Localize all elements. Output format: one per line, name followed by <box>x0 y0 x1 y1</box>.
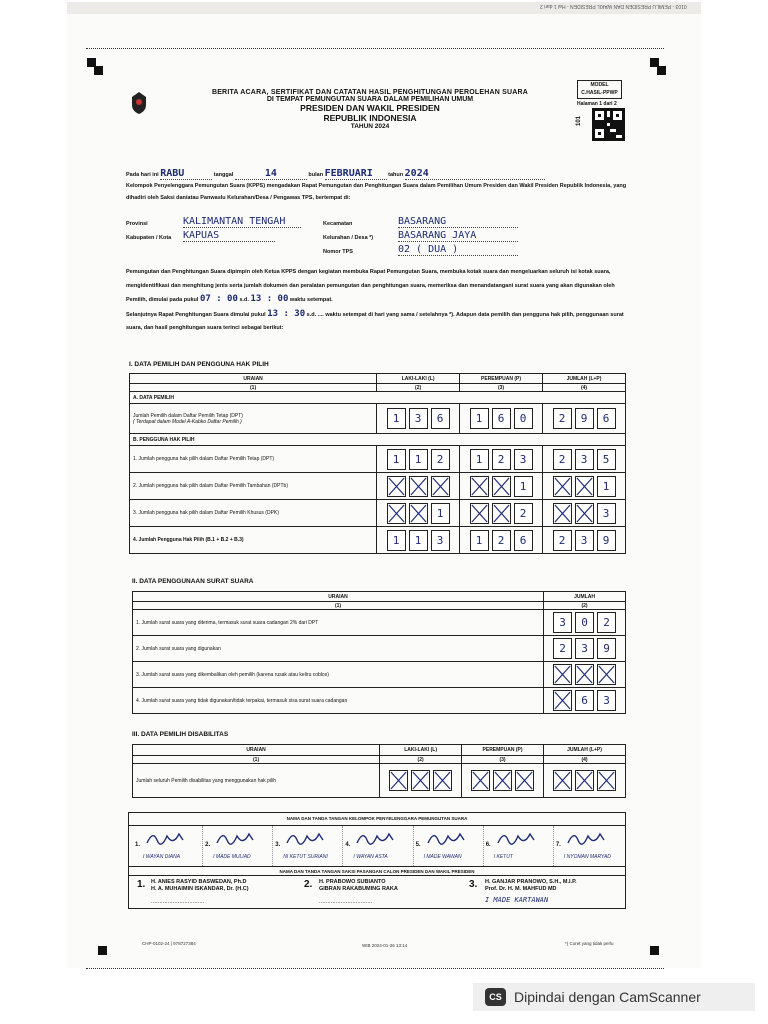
cand-2-line2: GIBRAN RAKABUMING RAKA <box>319 886 398 892</box>
strip-text: 0103 - PEMILU PRESIDEN DAN WAKIL PRESIDEN - Hal 1 dari 2 <box>540 3 687 9</box>
kecamatan-label: Kecamatan <box>323 221 353 227</box>
crossed-box <box>597 664 616 685</box>
dis-row-j <box>544 764 626 798</box>
b-row-label: 2. Jumlah pengguna hak pilih dalam Daftar Pemilih Tambahan (DPTb) <box>130 473 377 500</box>
crossed-box <box>411 770 430 791</box>
digit-box: 5 <box>597 449 616 470</box>
cand-2-line1: H. PRABOWO SUBIANTO <box>319 879 386 885</box>
kpps-number: 5. <box>415 842 421 848</box>
crossed-box <box>387 476 406 497</box>
cand-1-line2: H. A. MUHAIMIN ISKANDAR, Dr. (H.C) <box>151 886 249 892</box>
digit-box: 6 <box>492 408 511 429</box>
signature-scribble-icon <box>145 828 185 848</box>
col-num: (2) <box>377 384 460 392</box>
digit-box: 3 <box>575 638 594 659</box>
crossed-box <box>409 476 428 497</box>
section1-table <box>129 373 626 554</box>
digit-box: 1 <box>387 408 406 429</box>
col-uraian: URAIAN <box>133 745 380 756</box>
kpps-signature <box>554 826 623 866</box>
digit-box: 2 <box>431 449 450 470</box>
kpps-signature <box>133 826 203 866</box>
section-a-title: A. DATA PEMILIH <box>130 392 626 404</box>
digit-box: 1 <box>470 408 489 429</box>
watermark-text: Dipindai dengan CamScanner <box>514 989 701 1005</box>
header-line5: TAHUN 2024 <box>350 123 390 130</box>
date-line <box>126 168 626 180</box>
col-laki: LAKI-LAKI (L) <box>377 374 460 384</box>
col-num: (1) <box>133 756 380 764</box>
count-end-time: .... <box>317 311 324 318</box>
header-line4: REPUBLIK INDONESIA <box>323 113 417 123</box>
corner-marker <box>94 66 103 75</box>
col-jumlah: JUMLAH <box>544 592 626 602</box>
section3-table <box>132 744 626 798</box>
crossed-box <box>433 770 452 791</box>
saksi-title: NAMA DAN TANDA TANGAN SAKSI PASANGAN CALON PRESIDEN DAN WAKIL PRESIDEN <box>279 869 475 874</box>
col-jumlah: JUMLAH (L+P) <box>544 745 626 756</box>
crossed-box <box>515 770 534 791</box>
digit-box: 9 <box>597 530 616 551</box>
model-label: MODEL <box>590 82 609 88</box>
saksi-divider <box>129 875 625 876</box>
cand-1 <box>151 879 249 893</box>
kpps-signature <box>273 826 343 866</box>
b-row-j <box>543 527 626 554</box>
digit-box: 2 <box>553 530 572 551</box>
digit-box: 3 <box>575 449 594 470</box>
intro-text: Kelompok Penyelenggara Pemungutan Suara (KPPS) mengadakan Rapat Pemungutan dan Penghitungan Suara dalam Pemilihan Umum Presiden dan Wakil Presiden Republik Indonesia, yang dihadiri oleh Saksi dan/atau Panwaslu Kelurahan/Desa / Pengawas TPS, bertempat di: <box>126 183 627 201</box>
kpps-signature <box>414 826 484 866</box>
bulan-value: FEBRUARI <box>325 168 387 180</box>
crossed-box <box>553 476 572 497</box>
date-prefix: Pada hari ini <box>126 172 159 178</box>
b-row-p <box>460 527 543 554</box>
page-info: Halaman 1 dari 2 <box>577 101 617 107</box>
process-text3: Selanjutnya Rapat Penghitungan Suara dimulai pukul <box>126 311 266 318</box>
count-start-time: 13 : 30 <box>267 308 306 319</box>
kpps-name: I KETUT <box>493 854 513 860</box>
cand-3 <box>485 879 577 893</box>
digit-box: 1 <box>387 530 406 551</box>
crossed-box <box>597 770 616 791</box>
crossed-box <box>471 770 490 791</box>
form-header <box>160 89 583 130</box>
kpps-name: NI KETUT SURIANI <box>283 854 328 860</box>
section1-title: I. DATA PEMILIH DAN PENGGUNA HAK PILIH <box>129 361 269 368</box>
crossed-box <box>575 503 594 524</box>
b-row-j <box>543 446 626 473</box>
kpps-title: NAMA DAN TANDA TANGAN KELOMPOK PENYELENGGARA PEMUNGUTAN SUARA <box>286 816 468 821</box>
a-row-l <box>377 404 460 434</box>
digit-box: 6 <box>431 408 450 429</box>
signature-area <box>128 812 626 909</box>
section2-title: II. DATA PENGGUNAAN SURAT SUARA <box>132 578 254 585</box>
digit-box: 3 <box>514 449 533 470</box>
ss-row-j <box>544 662 626 688</box>
corner-marker <box>650 946 659 955</box>
b-row-label: 1. Jumlah pengguna hak pilih dalam Daftar Pemilih Tetap (DPT) <box>130 446 377 473</box>
section2-table <box>132 591 626 714</box>
crossed-box <box>493 770 512 791</box>
digit-box: 0 <box>575 612 594 633</box>
digit-box: 1 <box>514 476 533 497</box>
kpps-signature <box>343 826 413 866</box>
b-row-p <box>460 446 543 473</box>
digit-box: 2 <box>553 449 572 470</box>
digit-box: 2 <box>492 530 511 551</box>
camscanner-icon: CS <box>485 988 506 1006</box>
col-perempuan: PEREMPUAN (P) <box>460 374 543 384</box>
crossed-box <box>553 664 572 685</box>
ss-row-label: 4. Jumlah surat suara yang tidak digunakan/tidak terpakai, termasuk sisa surat suara cadangan <box>133 688 544 714</box>
b-row-l <box>377 500 460 527</box>
tanggal-label: tanggal <box>213 172 234 178</box>
section3-title: III. DATA PEMILIH DISABILITAS <box>132 731 229 738</box>
signature-scribble-icon <box>566 828 606 848</box>
kabupaten-label: Kabupaten / Kota <box>126 235 172 241</box>
process-text1: Pemungutan dan Penghitungan Suara dipimpin oleh Ketua KPPS dengan kegiatan membuka Rapat Pemungutan Suara, membuka kotak suara dan mengeluarkan seluruh isi kotak suara, mengidentifikasi dan menghitung jenis serta jumlah dokumen dan peralatan pemungutan dan penghitungan suara, memeriksa dan menandatangani surat suara yang akan digunakan oleh Pemilih, dimulai pada pukul <box>126 269 615 303</box>
digit-box: 1 <box>470 530 489 551</box>
cand-1-line1: H. ANIES RASYID BASWEDAN, Ph.D <box>151 879 247 885</box>
cand-3-line1: H. GANJAR PRANOWO, S.H., M.I.P. <box>485 879 577 885</box>
tps-label: Nomor TPS <box>323 249 353 255</box>
kpps-number: 6. <box>485 842 491 848</box>
digit-box: 2 <box>553 638 572 659</box>
b-row-j <box>543 473 626 500</box>
dis-row-p <box>462 764 544 798</box>
digit-box: 9 <box>575 408 594 429</box>
footer-timestamp: WIB 2024-01-26 13:14 <box>362 943 408 948</box>
day-value: RABU <box>160 168 212 180</box>
corner-marker <box>98 946 107 955</box>
col-num: (2) <box>544 602 626 610</box>
provinsi-value: KALIMANTAN TENGAH <box>183 216 301 228</box>
kpu-logo-icon <box>130 91 148 115</box>
section-b-title: B. PENGGUNA HAK PILIH <box>130 434 626 446</box>
digit-box: 3 <box>575 530 594 551</box>
crossed-box <box>389 770 408 791</box>
kpps-number: 1. <box>135 842 141 848</box>
sd-label: s.d. <box>239 297 249 303</box>
crossed-box <box>409 503 428 524</box>
digit-box: 1 <box>409 530 428 551</box>
digit-box: 1 <box>431 503 450 524</box>
provinsi-label: Provinsi <box>126 221 148 227</box>
a-row-label <box>130 404 377 434</box>
camscanner-watermark <box>473 983 755 1011</box>
code-side: 101 <box>576 115 583 127</box>
digit-box: 6 <box>597 408 616 429</box>
cand-3-sign: I MADE KARTAWAN <box>485 896 549 904</box>
col-num: (1) <box>130 384 377 392</box>
kabupaten-value: KAPUAS <box>183 230 275 242</box>
model-code: C.HASIL-PPWP <box>581 90 618 96</box>
tps-value: 02 ( DUA ) <box>398 244 518 256</box>
model-box <box>577 80 622 99</box>
cand-num: 1. <box>137 879 146 890</box>
b-row-l <box>377 527 460 554</box>
signature-scribble-icon <box>355 828 395 848</box>
digit-box: 2 <box>597 612 616 633</box>
b-row-p <box>460 473 543 500</box>
digit-box: 6 <box>575 690 594 711</box>
digit-box: 0 <box>514 408 533 429</box>
col-num: (4) <box>544 756 626 764</box>
cand-1-sign: ................................ <box>151 899 205 905</box>
crossed-box <box>431 476 450 497</box>
crossed-box <box>470 503 489 524</box>
dis-row-l <box>380 764 462 798</box>
b-row-p <box>460 500 543 527</box>
col-num: (3) <box>460 384 543 392</box>
tahun-label: tahun <box>388 172 404 178</box>
kpps-signature <box>203 826 273 866</box>
header-line2: DI TEMPAT PEMUNGUTAN SUARA DALAM PEMILIHAN UMUM <box>266 96 474 103</box>
digit-box: 1 <box>470 449 489 470</box>
cand-3-line2: Prof. Dr. H. M. MAHFUD MD <box>485 886 557 892</box>
tanggal-value: 14 <box>235 168 307 180</box>
ss-row-label: 1. Jumlah surat suara yang diterima, termasuk surat suara cadangan 2% dari DPT <box>133 610 544 636</box>
col-num: (3) <box>462 756 544 764</box>
col-num: (2) <box>380 756 462 764</box>
cut-line-top <box>86 48 664 49</box>
cand-num: 2. <box>304 879 313 890</box>
ss-row-j <box>544 688 626 714</box>
b-row-j <box>543 500 626 527</box>
col-uraian: URAIAN <box>130 374 377 384</box>
tahun-value: 2024 <box>405 168 545 180</box>
start-time: 07 : 00 <box>199 294 238 304</box>
process-text4: waktu setempat di hari yang sama / setelahnya *). Adapun data pemilih dan pengguna hak pilih, penggunaan surat suara, dan hasil penghitungan suara terinci sebagai berikut: <box>126 311 624 331</box>
crossed-box <box>553 503 572 524</box>
signature-scribble-icon <box>496 828 536 848</box>
kpps-sign-row <box>129 825 625 867</box>
col-num: (4) <box>543 384 626 392</box>
crossed-box <box>553 770 572 791</box>
b-row-l <box>377 446 460 473</box>
cand-2-sign: ................................ <box>319 899 373 905</box>
header-line1: BERITA ACARA, SERTIFIKAT DAN CATATAN HASIL PENGHITUNGAN PEROLEHAN SUARA <box>211 89 529 96</box>
footer-note: *) Coret yang tidak perlu <box>565 941 614 946</box>
crossed-box <box>492 503 511 524</box>
ss-row-j <box>544 610 626 636</box>
ss-row-label: 2. Jumlah surat suara yang digunakan <box>133 636 544 662</box>
kpps-number: 7. <box>555 842 561 848</box>
digit-box: 3 <box>431 530 450 551</box>
b-row-label: 4. Jumlah Pengguna Hak Pilih (B.1 + B.2 + B.3) <box>130 527 377 554</box>
a-row-p <box>460 404 543 434</box>
col-perempuan: PEREMPUAN (P) <box>462 745 544 756</box>
crossed-box <box>553 690 572 711</box>
cand-2 <box>319 879 398 893</box>
header-line3: PRESIDEN DAN WAKIL PRESIDEN <box>300 103 440 113</box>
kpps-number: 4. <box>345 842 351 848</box>
kpps-name: I WAYAN DIANA <box>143 854 181 860</box>
kpps-number: 3. <box>275 842 281 848</box>
kpps-name: I MADE WAWAN <box>423 854 462 860</box>
crossed-box <box>575 770 594 791</box>
dis-row-label: Jumlah seluruh Pemilih disabilitas yang menggunakan hak pilih <box>133 764 380 798</box>
col-num: (1) <box>133 602 544 610</box>
digit-box: 6 <box>514 530 533 551</box>
kecamatan-value: BASARANG <box>398 216 518 228</box>
kpps-signature <box>484 826 554 866</box>
digit-box: 1 <box>597 476 616 497</box>
digit-box: 3 <box>409 408 428 429</box>
ss-row-label: 3. Jumlah surat suara yang dikembalikan oleh pemilih (karena rusak atau keliru coblos) <box>133 662 544 688</box>
kpps-name: I MADE MULIAD <box>213 854 251 860</box>
footer-code: CHP-0102-24 | 978727384 <box>142 941 196 946</box>
kpps-name: I NYOMAN MARYAD <box>563 854 611 860</box>
signature-scribble-icon <box>426 828 466 848</box>
a-row-j <box>543 404 626 434</box>
digit-box: 2 <box>492 449 511 470</box>
qr-code-icon <box>592 108 625 141</box>
digit-box: 3 <box>597 503 616 524</box>
process-text <box>126 266 631 336</box>
crossed-box <box>575 664 594 685</box>
process-text2: waktu setempat. <box>289 297 333 303</box>
crossed-box <box>470 476 489 497</box>
crossed-box <box>387 503 406 524</box>
corner-marker <box>657 66 666 75</box>
digit-box: 2 <box>553 408 572 429</box>
col-jumlah: JUMLAH (L+P) <box>543 374 626 384</box>
sd-label: s.d. <box>306 311 317 318</box>
bulan-label: bulan <box>308 172 324 178</box>
cut-line-bottom <box>86 968 664 969</box>
col-uraian: URAIAN <box>133 592 544 602</box>
kelurahan-label: Kelurahan / Desa *) <box>323 235 374 241</box>
digit-box: 9 <box>597 638 616 659</box>
digit-box: 3 <box>597 690 616 711</box>
end-time: 13 : 00 <box>250 294 289 304</box>
kpps-name: I WAYAN ASTA <box>353 854 388 860</box>
a-row-note: ( Terdapat dalam Model A-Kabko Daftar Pemilih ) <box>133 418 242 425</box>
digit-box: 3 <box>553 612 572 633</box>
signature-scribble-icon <box>285 828 325 848</box>
b-row-l <box>377 473 460 500</box>
crossed-box <box>575 476 594 497</box>
kpps-number: 2. <box>205 842 211 848</box>
crossed-box <box>492 476 511 497</box>
digit-box: 1 <box>409 449 428 470</box>
digit-box: 2 <box>514 503 533 524</box>
kelurahan-value: BASARANG JAYA <box>398 230 518 242</box>
cand-num: 3. <box>469 879 478 890</box>
signature-scribble-icon <box>215 828 255 848</box>
ss-row-j <box>544 636 626 662</box>
kpps-list <box>133 826 623 866</box>
digit-box: 1 <box>387 449 406 470</box>
col-laki: LAKI-LAKI (L) <box>380 745 462 756</box>
a-row-label-text: Jumlah Pemilih dalam Daftar Pemilih Tetap (DPT) <box>133 412 243 419</box>
b-row-label: 3. Jumlah pengguna hak pilih dalam Daftar Pemilih Khusus (DPK) <box>130 500 377 527</box>
